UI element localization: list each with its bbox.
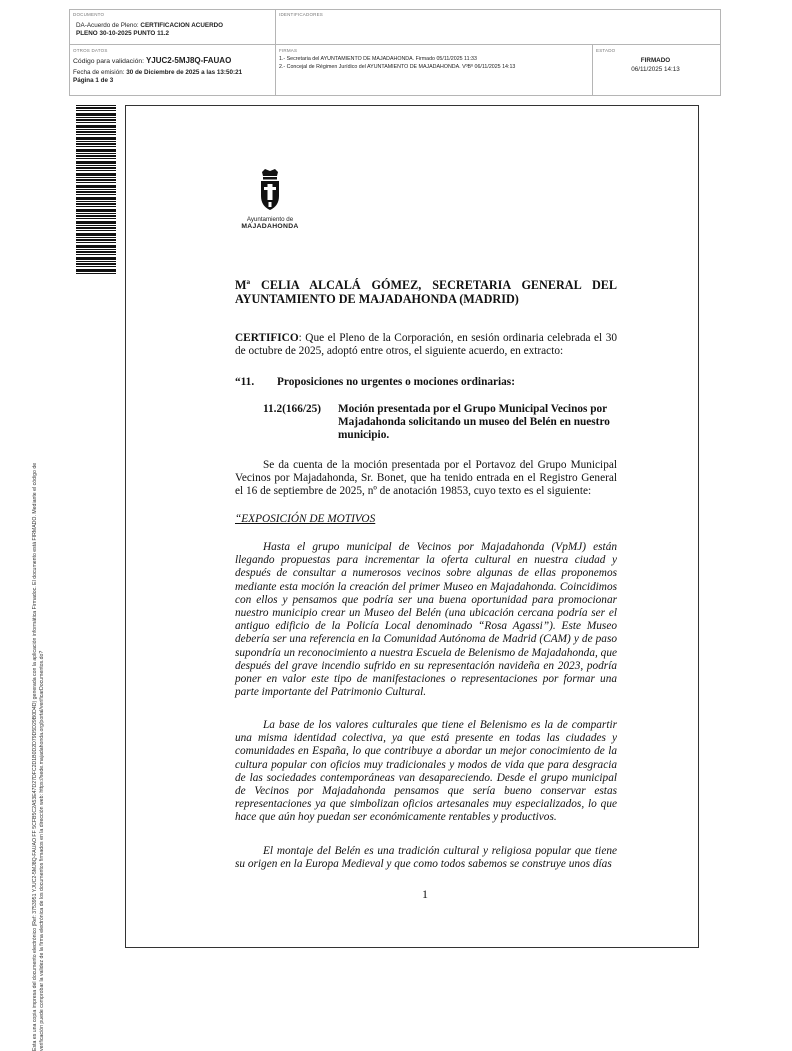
barcode (76, 105, 116, 275)
issue-date (73, 69, 273, 77)
motives-paragraph-1: Hasta el grupo municipal de Vecinos por Majadahonda (VpMJ) están llegando propuestas para incrementar la oferta cultural en nuestra ciudad y después de consultar a numerosos vecinos sobre algunas de ellas proponemos mediante esta moción la creación del primer Museo en Majadahonda. Coincidimos con ellos y pensamos que podría ser una buena oportunidad para promocionar nuestro municipio crear un Museo del Belén (una ubicación cercana podría ser el antiguo edificio de la Policía Local denominado “Rosa Agassi”). Este Museo debería ser una referencia en la Comunidad Autónoma de Madrid (CAM) y de paso supondría un reconocimiento a nuestra Escuela de Belenismo de Majadahonda, que después del grave incendio sufrido en su representación navideña en 2023, podría poner en valor este tipo de manifestaciones o representaciones por formar una parte importante del Patrimonio Cultural. (235, 541, 617, 699)
motives-paragraph-2: La base de los valores culturales que tiene el Belenismo es la de compartir una misma identidad colectiva, ya que está presente en todas las ciudades y comunidades en España, lo que contribuye a abordar un mejor conocimiento de la cultura popular con oficios muy tradicionales y modos de vida que para desgracia de las sociedades contemporáneas van desapareciendo. Desde el grupo municipal de Vecinos por Majadahonda pensamos que sería bueno conservar estas representaciones ya que simbolizan oficios artesanales muy especializados, lo que hace que aún hoy puedan ser económicamente rentables y productivos. (235, 719, 617, 824)
document-title (76, 22, 271, 38)
coat-of-arms-icon (250, 168, 290, 214)
status-label: ESTADO (596, 48, 616, 53)
status-value: FIRMADO (640, 57, 671, 64)
page-number: 1 (422, 887, 428, 901)
issue-date-value: 30 de Diciembre de 2025 a las 13:50:21 (126, 69, 243, 76)
certifico-paragraph (235, 332, 617, 358)
item-heading (263, 403, 617, 443)
section-title: Proposiciones no urgentes o mociones ordinarias: (277, 376, 515, 388)
item-number: 11.2(166/25) (263, 403, 322, 415)
motives-paragraph-3: El montaje del Belén es una tradición cultural y religiosa popular que tiene su origen en la Europa Medieval y que como todos sabemos se construye unos días (235, 845, 617, 871)
header-identifiers-box (275, 9, 721, 45)
logo-name-line1: Ayuntamiento de (246, 216, 294, 223)
side-text-line2: verificación puede comprobar la validez de la firma electrónica de los documentos firmados en la dirección web: https://sede.majadahonda.org/portal/verificarDocumentos.do? (39, 650, 45, 1051)
section-heading (235, 376, 617, 389)
municipality-logo (235, 168, 305, 238)
validation-code (73, 57, 273, 66)
document-label: DOCUMENTO (73, 12, 105, 17)
page-info: Página 1 de 3 (73, 77, 114, 84)
item-title: Moción presentada por el Grupo Municipal Vecinos por Majadahonda solicitando un museo del Belén en nuestro municipio. (338, 403, 610, 442)
signature-2: 2.- Concejal de Régimen Jurídico del AYUNTAMIENTO DE MAJADAHONDA. VºBº 06/11/2025 14:13 (279, 64, 516, 70)
certifico-label: CERTIFICO (235, 332, 299, 344)
signature-1: 1.- Secretaria del AYUNTAMIENTO DE MAJADAHONDA. Firmado 05/11/2025 11:33 (279, 56, 477, 62)
motives-heading: “EXPOSICIÓN DE MOTIVOS (235, 513, 376, 525)
certifico-text: : Que el Pleno de la Corporación, en sesión ordinaria celebrada el 30 de octubre de 2025, adoptó entre otros, el siguiente acuerdo, en extracto: (235, 332, 617, 358)
section-number: “11. (235, 376, 255, 388)
issue-prefix: Fecha de emisión: (73, 69, 127, 76)
validation-prefix: Código para validación: (73, 58, 146, 65)
side-text-line1: Esta es una copia impresa del documento electrónico (Ref: 3753951 YJUC2-5MJ8Q-FAUAO FF 5CFB5C2A53E47D27DFC2D1B0D2D79D5D29B0D4D) generada con la aplicación informática Firmadoc. El documento está FIRMADO. Mediante el código de (32, 462, 38, 1051)
signatures-label: FIRMAS (279, 48, 298, 53)
identifiers-label: IDENTIFICADORES (279, 12, 324, 17)
document-title-prefix: DA-Acuerdo de Pleno: (76, 22, 141, 29)
logo-name-line2: MAJADAHONDA (241, 223, 299, 230)
other-data-label: OTROS DATOS (73, 48, 108, 53)
document-title-bold: CERTIFICACION ACUERDO (140, 22, 224, 29)
document-title-line2: PLENO 30-10-2025 PUNTO 11.2 (76, 30, 169, 37)
document-heading: Mª CELIA ALCALÁ GÓMEZ, SECRETARIA GENERAL DEL AYUNTAMIENTO DE MAJADAHONDA (MADRID) (235, 278, 617, 306)
verification-side-text (32, 271, 46, 1051)
intro-paragraph: Se da cuenta de la moción presentada por el Portavoz del Grupo Municipal Vecinos por Majadahonda, Sr. Bonet, que ha tenido entrada en el Registro General el 16 de septiembre de 2025, nº de anotación 19853, cuyo texto es el siguiente: (235, 459, 617, 498)
status-date: 06/11/2025 14:13 (631, 66, 680, 73)
validation-code-value: YJUC2-5MJ8Q-FAUAO (145, 56, 232, 65)
